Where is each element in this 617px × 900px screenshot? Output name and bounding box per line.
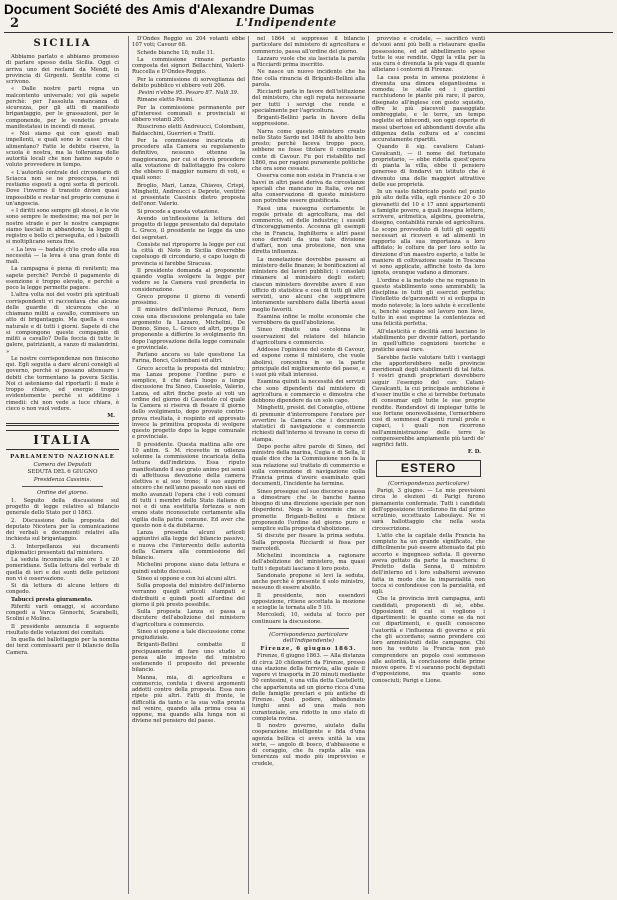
ordine-item: La seduta incomincia alle ore 1 e 20 pomeridiane. Sulla lettura del verbale di quella di ieri e dei sunti delle petizioni non vi è osservazione. bbox=[6, 557, 119, 582]
paragraph: Il presidente, non essendovi opposizione, ritiene accettata la mozione e scioglie la tornata alle 5 10. bbox=[252, 592, 365, 611]
paragraph: La commissione rimane pertanto composta dei signori Bellacchini, Valerii-Ruccella e D'Ondes-Reggio. bbox=[132, 56, 245, 76]
signoff: F. D. bbox=[467, 449, 481, 456]
dateline: Firenze, 6 giugno 1863. bbox=[260, 645, 357, 652]
paragraph: Esamina quindi la necessità dei servizii che sono dipendenti dal ministero di agricoltura e commercio e dimostra che debbono dipendere da un solo capo. bbox=[252, 379, 365, 404]
paragraph: provviso e crudele, — sacrificò venti de'suoi anni più belli a ristaurare quella possessione, ed ad abbellimento spese tutte le sue rendite. Oggi la villa per la sua cura è divenuta la più vaga di quante allietano i contorni di Firenze. bbox=[372, 36, 485, 74]
paragraph: nel 1864 si soppresse il bilancio particolare del ministero di agricoltura e commercio, passa all'ordine del giorno. bbox=[252, 36, 365, 55]
ordine-item: Si dà lettura di alcune lettere di congedo. bbox=[6, 583, 119, 596]
paragraph: D'Ondes Reggio su 204 votanti ebbe 107 voti; Cavour 68. bbox=[132, 36, 245, 49]
paragraph: Briganti-Bellini combatte il precipuamente di fare uno studio si pensa alle imposte del ministro sostenendo il proposito del presente bilancio. bbox=[132, 642, 245, 674]
paragraph: In quella del ballottaggio per la nomina dei terzi commissarii per il bilancio della Camera. bbox=[6, 637, 119, 656]
paragraph: Michelini incomincia a ragionare dell'abolizione del ministero, ma quasi tutti i deputati lasciano il loro posto. bbox=[252, 553, 365, 572]
estero-heading: ESTERO bbox=[376, 460, 481, 477]
paragraph: Dopo poche altre parole di Sineo, del ministro della marina, Cugia e di Sella, il quale dice che la Commissione non fa la sua relazione sul trattato di commercio e sulla convenzione di navigazione colla Francia prima d'avere esaminato quei documenti, l'incidente ha termine. bbox=[252, 443, 365, 488]
seduta-line: SEDUTA DEL 6 GIUGNO bbox=[27, 469, 98, 476]
paragraph: Consiste nel riproporre la legge per cui la città di Noto in Sicilia diverrebbe capoluogo di circondario, e capo luogo di provincia si farebbe Siracusa. bbox=[132, 241, 245, 267]
paragraph: Sineo ribatte una colonna le osservazioni del relatore del bilancio d'agricoltura e commercio. bbox=[252, 327, 365, 346]
page-number: 2 bbox=[10, 16, 20, 31]
paragraph: Manna, mia, di agricoltura e commercio, confuta i diversi argomenti addotti contro della proposta. Essa non ripete più altri. Fatti di fronte, le difficoltà da tanto e la sua volta pronta nel venire, quando alla prima cosa si oppone, ma quando alla lunga non si diviene nel pensiero del paese. bbox=[132, 674, 245, 725]
parliament-heading: PARLAMENTO NAZIONALE bbox=[10, 454, 115, 461]
paragraph: « L'autorità centrale del circondario di Sciacca non se ne preoccupa, e noi restiamo esposti a ogni sorta di pericoli. Dove l'inverno il transito divien quasi impossibile e restar nel proprio comune è un'angoscia. bbox=[6, 169, 119, 207]
column-4 bbox=[368, 36, 485, 894]
estero-correspondence: (Corrispondenza particolare) bbox=[388, 480, 469, 487]
paragraph: Riuscirono eletti Andreucci, Colombani, Baldacchini, Guerrieri e Tratti. bbox=[132, 124, 245, 137]
paragraph: La monetazione dovrebbe passare ai ministero delle finanze; le bonificazioni al ministero dei lavori pubblici; i consolati rimanere al ministero degli esteri; ciascun ministero dovrebbe avere il suo ufficio di statistica e così di tutti gli altri servizii, uno alcuni che sopprimere interamente sarebbero dalla libertà assai meglio favoriti. bbox=[252, 256, 365, 313]
paragraph: Per la commissione permanente per gl'interessi comunali e provinciali si ebbero votanti 205. bbox=[132, 104, 245, 123]
ordine-item: 3. Interpellanza sui documenti diplomatici presentati dal ministero. bbox=[6, 543, 119, 556]
sicilia-heading: SICILIA bbox=[33, 38, 92, 49]
presidente-line: Il presidente annuncia il seguente risultato delle votazioni dei comitati. bbox=[6, 623, 119, 636]
ordine-item: Tabucci presta giuramento. bbox=[11, 596, 93, 603]
paragraph: Sineo prosegue sul suo discorso e passa a dimostrare che le banche hanno bisogno di una direzione speciale per non disperdersi. Nega le economie che si promette Briganti-Bellini e finisce proponendo l'ordine del giorno puro e semplice sulla proposta d'abolizione. bbox=[252, 488, 365, 532]
paragraph: Il presidente. Questa mattina alle ore 10 antim. S. M. ricevette in udienza solenne la commissione incaricata della lettura dell'indirizzo. Essa riputo manifestando il suo grato animo pei sensi di affettuosa devozione della camera elettiva e al suo trono; il suo augurio sincero che nell'anno passato non siasi ed molto avanzati l'opera che i voti comuni di tutti i membri dello Stato italiano di noi e di una sostituita fortezza e non erano state riconosciute certamente alla vigilia della patria comune. Ed aver che questo non è da dubitarne. bbox=[132, 441, 245, 529]
paragraph: Sineo si oppone e con lui alcuni altri. bbox=[137, 575, 237, 582]
paragraph: Abbiamo parlato e abbiamo promesso di parlare spesso della Sicilia. Oggi ci arriva uno dei reclami da Mendi, in provincia di Girgenti. Sentite come ci scrivono. bbox=[6, 54, 119, 85]
ordine-heading: Ordine del giorno. bbox=[37, 490, 88, 497]
paragraph: « La leva — badate ch'io credo alla sua necessità — la leva è una gran fonte di mali. bbox=[6, 246, 119, 265]
paragraph: In un vasto fabbricato posto nel punto più alto della villa, egli riunisce 20 o 30 giovanetti del 10 e 17 anni appartenenti a famiglie povere, a quali insegna lettere, scrivere, aritmetica, algebra, geometria, disegno, contabilità rurale ed agricoltura. Lo scopo provveduto di tutti gli oggetti necessari ai ricoveri e ad alimenti in rapporto alla sua importanza a loro affidato; le colture da per loro sotto la direzione d'un maestro esperto, e tutte le maniere di coltivazione usate in Toscana vi sono applicate, affinchè tosto da loro ignota, ovunque vadano a dimorare. bbox=[372, 189, 485, 277]
paragraph: Fassi una rassegna certamente le rogole private di agricoltura, ma del commercio, ed delle industrie; i sussidi d'incoraggiamento. Accenna gli esempii che in Francia, Inghilterra e altri paesi sono derivati da una tale divisione d'affari, non una protezione, non una diretta influenza. bbox=[252, 205, 365, 256]
paragraph: Michelini propone siano data lettura e quindi subito discussi. bbox=[132, 562, 245, 575]
correspondence-heading: (Corrispondenza particolare dell'Indipendente) bbox=[269, 631, 348, 645]
paragraph: Sulla proposta del ministro dell'interno verranno quegli articoli stampati e distribuiti e quindi posti all'ordine del giorno il più presto possibile. bbox=[132, 583, 245, 608]
watermark: Document Société des Amis d'Alexandre Dumas bbox=[4, 2, 315, 17]
paragraph: Esamina infine le molte economie che verrebbero da quell'abolizione. bbox=[252, 313, 365, 326]
newspaper-title: L'Indipendente bbox=[236, 16, 337, 29]
paragraph: Quando il sig. cavaliere Catani-Cavalcanti, — il nome del fortunato proprietario, — ebbe ridotta quest'opera di pianta la villa, ebbe il pensiero generoso di fondarvi un istituto che è divenuto una delle maggiori attrattive delle sue proprietà. bbox=[372, 144, 485, 188]
paragraph: Il nostro governo, aiutato dalla cooperazione intelligente e fida d'una agenzia bellica ci aveva unità la sua sorte, — angolo di bosco, d'abbassone e di coraggio, che fu rapita alla sua tenerezza sul modo più improvviso e crudele, bbox=[252, 723, 365, 767]
paragraph: Schede bianche 18; nulle 11. bbox=[137, 49, 215, 56]
paragraph: Sineo si oppone a tale discussione come pregiudiziale. bbox=[132, 628, 245, 641]
paragraph: Il ministro dell'interno Peruzzi, fiero cosa una discussione prolungata su tale argomento fa Lazzaro, Michelini, De Donno, Sineo, L. Greco ed altri, prega il proponente a differire lo svolgimento fin dopo l'approvazione della legge comunale e provinciale. bbox=[132, 307, 245, 351]
newspaper-columns bbox=[6, 36, 611, 894]
signoff: M. bbox=[107, 413, 115, 419]
divider bbox=[6, 423, 119, 426]
paragraph: Lazzaro vuole che sia lasciata la parola a Ricciardi prima inscritto. bbox=[252, 55, 365, 68]
paragraph: Per la commissione di sorveglianza del debito pubblico vi ebbero voti 206. bbox=[132, 76, 245, 89]
divider bbox=[268, 628, 349, 629]
paragraph: Ricciardi parla in favore dell'istituzione del ministero, che egli reputa necessarie per tutti i servigi che rende e specialmente per l'agricoltura. bbox=[252, 89, 365, 114]
paragraph: Broglio, Mari, Lanza, Chiaves, Crispi, Minghetti, Andreucci e Deprete, ventitrè si presentate Cassinis dietro proposta dell'onor. Valerio. bbox=[132, 182, 245, 208]
paragraph: L'ordine e la metodo che ne regnano in questo stabilimento sono ammirabili; la disciplina in tutti gli esercizi perfetta; l'intelletto de'garzonetti vi si sviluppa in modo notevole; la loro salute è eccellente e, benchè sognano sol lavoro non lieve, tutto in essi esprime la contentezza ed una felicità perfetta. bbox=[372, 277, 485, 328]
paragraph: La casa posta in amena posizione è divenuta una dimora elegantissima e comoda; le stalle ed i giardini racchiudono le piante più rare; il parco, disegnato all'inglese con gusto squisito, offre le più piacevoli passeggiate ombreggiate, e le terre, un tempo neglette ed infecondi, son oggi coperte di messi ubertose ed abbondanti dovute alla diligenza della coltura ed a' concimi accuratamente ripartiti. bbox=[372, 74, 485, 143]
paragraph: Mercoledì, 10, seduta al tocco per continuare la discussione. bbox=[252, 612, 365, 625]
paragraph: Per la commissione incaricata di procedere alla Camera su regolamento definitivo, nessuno ottenne la maggioranza, per cui si dovrà procedere alla votazione di ballottaggio fra coloro che ebbero il maggior numero di voti, e quali sono: bbox=[132, 137, 245, 182]
paragraph: Greco accetta la proposta del ministro; ma Lanza propone l'ordine puro e semplice, il che darà luogo a lunga discussione fra Sineo, Cassetolo, Valerio, Lanza, ed altri finche posto ai voti un ordine del giorno di Cassetolo col quale la Camera si riserva di fissare il giorno dello svolgimento, dopo provato contro-prova risultata, è respinto ed approvato invece la primitiva proposta di svolgere questo progetto dopo la legge comunale e provinciale. bbox=[132, 365, 245, 441]
paragraph: Minghetti, presid. del Consiglio, ottiene di premunir d'interrompere l'oratore per avvertire la Camera che i documenti statistici di navigazione e commercio richiesti dall'interno si trovano in corso di stampa. bbox=[252, 405, 365, 443]
paragraph: Si discute per fissare la prima seduta. Sulla proposta Ricciardi si fissa per mercoledì. bbox=[252, 533, 365, 552]
paragraph: Osserva come non esista in Francia e se havvi in altri paesi deriva da circostanze speciali che mancano in Italia, ove nel alta conservazione di questo ministero non potrebbe essere giustificata. bbox=[252, 173, 365, 205]
paragraph: Narra come questo ministero creato nello Stato Sardo nel 1848 fu abolito ben presto; perchè faceva troppo poco, sebbene ne fosse titolare il compianto conte di Cavour. Fu poi ristabilito nel 1860, ma per ragioni puramente politiche che ora sono cessate. bbox=[252, 128, 365, 172]
paragraph: Ne nasce un nuovo incidente che ha fine colla rinuncia di Briganti-Bellini alla parola. bbox=[252, 69, 365, 88]
ordine-item: 2. Discussione della proposta del deputato Nicotera per la comunicazione dei verbali e documenti relativi alla inchiesta sul brigantaggio. bbox=[6, 517, 119, 543]
paragraph: Parlano ancora su tale questione La Farina, Bonci, Colombani ed altri. bbox=[132, 352, 245, 365]
ordine-item: Riferiti varii omaggi, si accordano congedi a Varca Ginnochi, Scarabelli, Scolini e Molino. bbox=[6, 603, 119, 623]
paragraph: Parigi, 3 giugno. — Le mie previsioni circa le elezioni di Parigi furono pienamente confermate. Tutti i candidati dell'opposizione trionfarono fin dal primo scrutinio, eccettuato Laboulaye. Ne vi sarà ballottaggio che nella sesta circoscrizione. bbox=[372, 488, 485, 532]
column-3 bbox=[248, 36, 365, 894]
paragraph: Sulla proposta Lanza si passa a discutere dell'abolizione del ministero d'agricoltura e commercio. bbox=[132, 609, 245, 628]
paragraph: La campagna è piena di renitenti; ma sapete perchè? Perchè il pagamento di esenzione è troppo elevato, e perchè a poco la legge permette pagare. bbox=[6, 266, 119, 291]
column-1 bbox=[6, 36, 119, 894]
paragraph: Lanza presenta alcuni articoli aggiuntivi alla legge del bilancio passivo, e nuova che l'intervento delle autorità della Camera alla commissione del bilancio. bbox=[132, 530, 245, 561]
paragraph: Le nostre corrispondenze non finiscono qui. Egli seguita a dare alcuni consigli al governo, perchè si possano attenuare i debiti che tormentano la povera Sicilia. Noi ci asteniamo dal riportarli: il male è troppo chiaro, ed energie troppo evidentemente perchè si additino i rimedii: chi non vede a luce chiara, è cieco o non vuol vedere. bbox=[6, 355, 119, 412]
paragraph: Sarebbe facile valutare tutti i vantaggi che apporterebbero nelle provincie meridionali degli stabilimenti di tal fatta. I vostri grandi proprietari dovrebbero seguir l'esempio del cav. Catani-Cavalcanti, la cui principale ambizione è d'esser inutile e che si terrebbe fortunato di consumar egli tutte le sue proprie rendite. Rendendovi di impiegar tutte le sue fortune onorevolissime, l'ermerbbero così di sommessi d'agenti rurali prole e capaci, i quali non ricorrono nell'amministrazione delle terre le compenserebbe ampiamente più tardi de' sagrifici fatti. bbox=[372, 354, 485, 448]
ordine-item: 1. Seguito della discussione sul progetto di legge relativo al bilancio generale dello Stato per il 1863. bbox=[6, 497, 119, 517]
camera-heading: Camera dei Deputati bbox=[33, 461, 92, 468]
paragraph: Greco propone il giorno di venerdì prossimo. bbox=[132, 293, 245, 306]
paragraph: Addosse l'opinione del conte di Cavour, ed espone come il ministero, che vuole abolirsi, concentra in se la parte principale del miglioramento del paese, e i suoi più vitali interessi. bbox=[252, 347, 365, 378]
paragraph: Rimane eletto Pesini. bbox=[137, 97, 194, 104]
paragraph: Il presidente domanda al proponente quando voglia svolgere la legge per vedere se la Camera vuol prenderla in considerazione. bbox=[132, 267, 245, 293]
italia-heading: ITALIA bbox=[6, 430, 119, 450]
paragraph: Briganti-Bellini parla in favore della soppressione. bbox=[252, 115, 365, 128]
paragraph: L'altra volta noi dei vostri più spirituali corrispondenti vi raccontava che alcune delle guardie di sicurezza che si chiamano militi a cavallo, commisero un atto di brigantaggio. Ma quella è cosa naturale e di tutti i giorni. Sapete di che si compongono queste compagnie di militi a cavallo? Della feccia di tutte le galere, patrizianti, a vanzo di malandrini. » bbox=[6, 292, 119, 355]
paragraph: Firenze, 6 giugno 1863. — Alla distanza di circa 20 chilometri da Firenze, presso una stazione della ferrovia, alla quale il vapore vi trasporta in 20 minuti mediante 50 centesimi, è una villa detta Castelletti, che appartenuta ad un giorno ricca d'una delle famiglie preclari e più antiche di Firenze. Quel podere, abbandonato lunghi anni ad una mala non curanteziale, era ridotto in uno stato di completa rovina. bbox=[252, 653, 365, 722]
column-2 bbox=[128, 36, 245, 894]
paragraph: Che la provincia invii campagna, anti candidati, proponenti di sè, ebbe. Opposizioni di cui si vogliono i dipartimenti: le quante come se da noi coi dipartimenti, e quelli conoscono l'autorità e l'influenza di governo e più che gli accordano; sanno prendere coi loro amministrati delle campagne. Chi non ha veduto la Francia non può comprendere un popolo cosi sommesso alle autorità, la conclusione delle prime nuove opere. E vi saranno pochi deputati d'opposizione, ma quanto sono conosciuti; Parigi e Lione. bbox=[372, 596, 485, 684]
paragraph: L'atto che la capitale della Francia ha compiuto ha un grande significato, che difficilmente può essere attenuato dal più accorto e ingegnoso sofista. Il governo aveva gettato da parte la maschera: il Prefetto della Senna, il ministro dell'interno ed i loro subalterni avevano fatta in modo che la imparzialità non tocca si confondesse con la parzialità, ed egli. bbox=[372, 532, 485, 595]
paragraph: Avendo un'inflessione la lettura del progetto di legge presentato dal deputato L. Greco, il presidente ne legge da uno dei segretari. bbox=[132, 215, 245, 241]
paragraph: « Noi siamo qui con questi mali impellenti, e quali sono le cause che li alimentano? Fatte le debite riserve, la scuola è nostra, ma la tolleranza delle autorità locali che non hanno saputo o voluto provvedere in tempo. bbox=[6, 131, 119, 169]
paragraph: « Dalle nostre parti regna un malcontento universale; voi già sapete perchè: per l'assoluta mancanza di sicurezza, per gli atti di manifesto brigantaggio, per le grassazioni, per le componende, per le vendette private manifestatesi in incendi di messi. bbox=[6, 86, 119, 130]
paragraph: « I diritti sono sempre gli stessi, e le vie sono sempre le medesime; ma noi per le nostre strade e per le nostre campagne siamo lasciati in abbandono; la legge di registro e bollo ci perseguita, ed i balzelli si moltiplicano senza fine. bbox=[6, 208, 119, 246]
presidenza-line: Presidenza Cassinis. bbox=[33, 476, 92, 483]
paragraph: All'elasticità e docilità anni lasciano lo stabilimento per divenir fattori, portando in quell'ufficio cognizioni teoriche e pratiche assai rare. bbox=[372, 328, 485, 354]
paragraph: Sandonato propone si levi la seduta, anche perchè è presente il solo ministro, nessuno di essere abolito. bbox=[252, 572, 365, 592]
paragraph: Si procede a questa votazione. bbox=[137, 208, 220, 215]
divider bbox=[22, 486, 103, 487]
paragraph: Pesini n'ebbe 95. Pesaro 87. Nulli 39. bbox=[138, 90, 239, 96]
